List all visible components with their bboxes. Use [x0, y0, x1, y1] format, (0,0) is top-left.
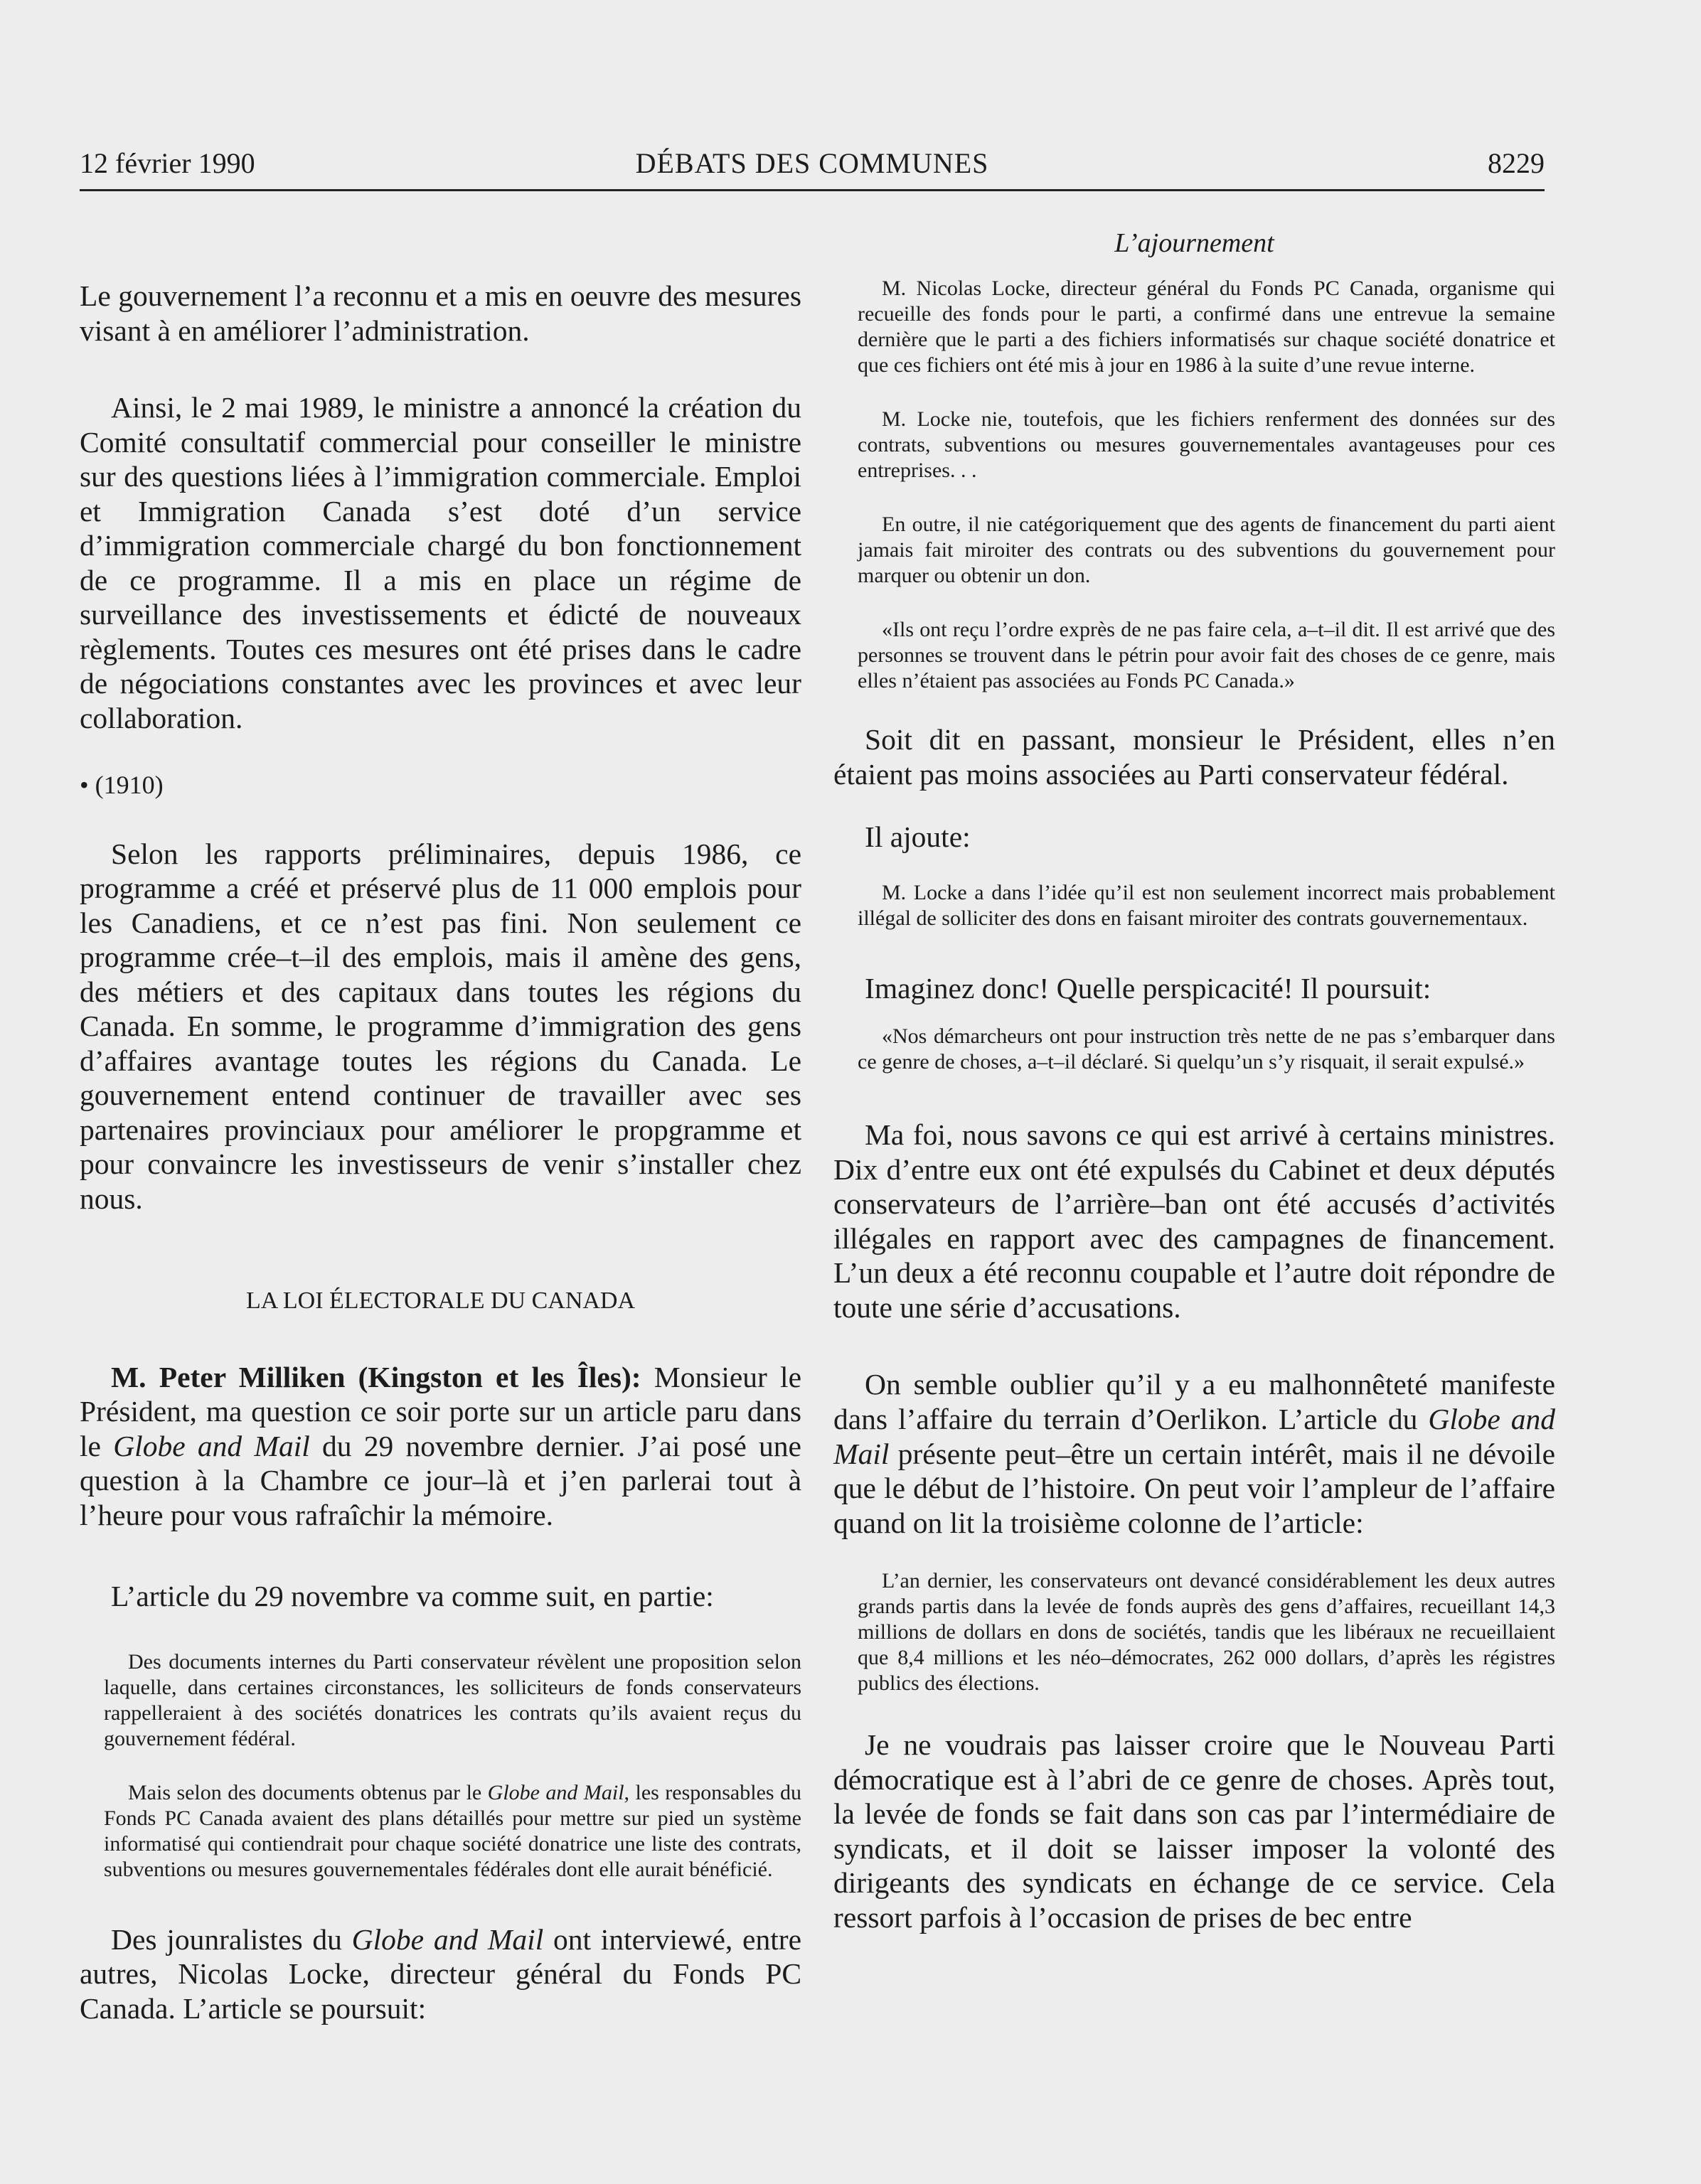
section-heading: L’ajournement	[1114, 228, 1274, 258]
block-quote: M. Locke a dans l’idée qu’il est non seulement incorrect mais probablement illégal de solliciter des dons en faisant miroiter des contrats gouvernementaux.	[858, 880, 1555, 930]
page-header	[80, 146, 1545, 191]
paragraph: Il ajoute:	[865, 820, 971, 854]
paragraph: Ainsi, le 2 mai 1989, le ministre a annoncé la création du Comité consultatif commercial pour conseiller le ministre sur des questions liées à l’immigration commerciale. Emploi et Immigration Canada s’est doté d’un service d’immigration commerciale chargé du bon fonctionnement de ce programme. Il a mis en place un régime de surveillance des investissements et édicté de nouveaux règlements. Toutes ces mesures ont été prises dans le cadre de négociations constantes avec les provinces et avec leur collaboration.	[80, 391, 801, 735]
block-quote: L’an dernier, les conservateurs ont devancé considérablement les deux autres grands partis dans la levée de fonds auprès des gens d’affaires, recueillant 14,3 millions de dollars en dons de sociétés, tandis que les libéraux ne recueillaient que 8,4 millions et les néo–démocrates, 262 000 dollars, d’après les régistres publics des élections.	[858, 1569, 1555, 1696]
speaker-name: M. Peter Milliken (Kingston et les Îles):	[111, 1360, 641, 1393]
block-quote: Mais selon des documents obtenus par le Globe and Mail, les responsables du Fonds PC Canada avaient des plans détaillés pour mettre sur pied un système informatisé qui contiendrait pour chaque société donatrice une liste des contrats, subventions ou mesures gouvernementales fédérales dont elle aurait bénéficié.	[104, 1780, 801, 1881]
left-column	[80, 228, 801, 2026]
header-title: DÉBATS DES COMMUNES	[635, 147, 989, 179]
paragraph: Je ne voudrais pas laisser croire que le Nouveau Parti démocratique est à l’abri de ce genre de choses. Après tout, la levée de fonds se fait dans son cas par l’intermédiaire de syndicats, et il doit se laisser imposer la volonté des dirigeants des syndicats en échange de ce service. Cela ressort parfois à l’occasion de prises de bec entre	[833, 1728, 1555, 1934]
time-marker: • (1910)	[80, 770, 164, 799]
right-column	[833, 228, 1555, 1934]
block-quote: En outre, il nie catégoriquement que des agents de financement du parti aient jamais fait miroiter des contrats ou des subventions du gouvernement pour marquer ou obtenir un don.	[858, 513, 1555, 587]
header-rule	[80, 189, 1545, 191]
paragraph: On semble oublier qu’il y a eu malhonnêteté manifeste dans l’affaire du terrain d’Oerlikon. L’article du Globe and Mail présente peut–être un certain intérêt, mais il ne dévoile que le début de l’histoire. On peut voir l’ampleur de l’affaire quand on lit la troisième colonne de l’article:	[833, 1368, 1555, 1539]
block-quote: «Ils ont reçu l’ordre exprès de ne pas faire cela, a–t–il dit. Il est arrivé que des personnes se trouvent dans le pétrin pour avoir fait des choses de ce genre, mais elles n’étaient pas associées au Fonds PC Canada.»	[858, 618, 1555, 692]
block-quote: M. Nicolas Locke, directeur général du Fonds PC Canada, organisme qui recueille des fonds pour le parti, a confirmé dans une entrevue la semaine dernière que le parti a des fichiers informatisés sur chaque société donatrice et que ces fichiers ont été mis à jour en 1986 à la suite d’une revue interne.	[858, 277, 1555, 377]
paragraph: M. Peter Milliken (Kingston et les Îles): Monsieur le Président, ma question ce soir porte sur un article paru dans le Globe and Mail du 29 novembre dernier. J’ai posé une question à la Chambre ce jour–là et j’en parlerai tout à l’heure pour vous rafraîchir la mémoire.	[80, 1360, 801, 1531]
page-number: 8229	[1488, 147, 1545, 179]
block-quote: Des documents internes du Parti conservateur révèlent une proposition selon laquelle, dans certaines circonstances, les solliciteurs de fonds conservateurs rappelleraient à des sociétés donatrices les contrats qu’ils avaient reçus du gouvernement fédéral.	[104, 1649, 801, 1750]
section-heading: LA LOI ÉLECTORALE DU CANADA	[245, 1287, 636, 1314]
paragraph: Ma foi, nous savons ce qui est arrivé à certains ministres. Dix d’entre eux ont été expulsés du Cabinet et deux députés conservateurs de l’arrière–ban ont été accusés d’activités illégales en rapport avec des campagnes de financement. L’un deux a été reconnu coupable et l’autre doit répondre de toute une série d’accusations.	[833, 1118, 1555, 1324]
header-date: 12 février 1990	[80, 147, 255, 179]
paragraph: Imaginez donc! Quelle perspicacité! Il poursuit:	[865, 971, 1431, 1005]
block-quote: M. Locke nie, toutefois, que les fichiers renferment des données sur des contrats, subventions ou mesures gouvernementales avantageuses pour ces entreprises. . .	[858, 407, 1555, 482]
paragraph: Le gouvernement l’a reconnu et a mis en oeuvre des mesures visant à en améliorer l’administration.	[80, 279, 801, 347]
block-quote: «Nos démarcheurs ont pour instruction très nette de ne pas s’embarquer dans ce genre de choses, a–t–il déclaré. Si quelqu’un s’y risquait, il serait expulsé.»	[858, 1024, 1555, 1074]
paragraph: L’article du 29 novembre va comme suit, en partie:	[111, 1580, 714, 1613]
paragraph: Des jounralistes du Globe and Mail ont interviewé, entre autres, Nicolas Locke, directeur général du Fonds PC Canada. L’article se poursuit:	[80, 1922, 801, 2025]
paragraph: Soit dit en passant, monsieur le Président, elles n’en étaient pas moins associées au Parti conservateur fédéral.	[833, 723, 1555, 791]
paragraph: Selon les rapports préliminaires, depuis 1986, ce programme a créé et préservé plus de 11 000 emplois pour les Canadiens, et ce n’est pas fini. Non seulement ce programme crée–t–il des emplois, mais il amène des gens, des métiers et des capitaux dans toutes les régions du Canada. En somme, le programme d’immigration des gens d’affaires avantage toutes les régions du Canada. Le gouvernement entend continuer de travailler avec ses partenaires provinciaux pour améliorer le propgramme et pour convaincre les investisseurs de venir s’installer chez nous.	[80, 837, 801, 1216]
